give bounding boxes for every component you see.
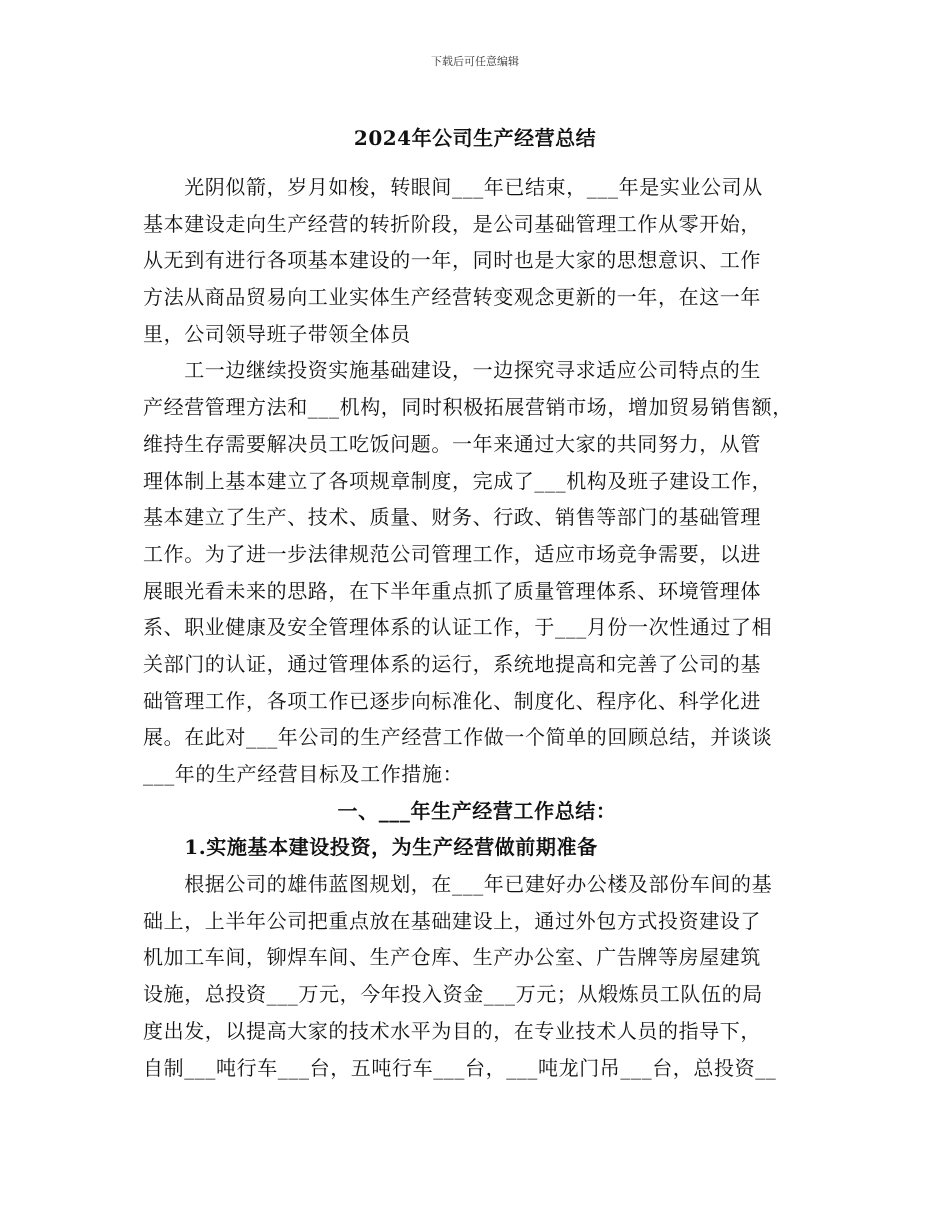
body-line: 从无到有进行各项基本建设的一年，同时也是大家的思想意识、工作 bbox=[143, 248, 761, 273]
body-line: 维持生存需要解决员工吃饭问题。一年来通过大家的共同努力，从管 bbox=[143, 431, 761, 456]
body-line: 基本建设走向生产经营的转折阶段，是公司基础管理工作从零开始， bbox=[143, 211, 761, 236]
body-line: 工一边继续投资实施基础建设，一边探究寻求适应公司特点的生 bbox=[143, 358, 761, 383]
body-line: 础管理工作，各项工作已逐步向标准化、制度化、程序化、科学化进 bbox=[143, 688, 761, 713]
body-line: 工作。为了进一步法律规范公司管理工作，适应市场竞争需要，以进 bbox=[143, 541, 761, 566]
body-line: 方法从商品贸易向工业实体生产经营转变观念更新的一年，在这一年 bbox=[143, 285, 761, 310]
body-line: 度出发，以提高大家的技术水平为目的，在专业技术人员的指导下， bbox=[143, 1018, 761, 1043]
body-line: 产经营管理方法和___机构，同时积极拓展营销市场，增加贸易销售额， bbox=[143, 395, 793, 420]
body-line: 里，公司领导班子带领全体员 bbox=[143, 321, 411, 346]
header-note: 下载后可任意编辑 bbox=[431, 55, 519, 68]
body-line: 设施，总投资___万元，今年投入资金___万元；从煅炼员工队伍的局 bbox=[143, 982, 763, 1007]
body-line: 基本建立了生产、技术、质量、财务、行政、销售等部门的基础管理 bbox=[143, 505, 761, 530]
body-line: 础上，上半年公司把重点放在基础建设上，通过外包方式投资建设了 bbox=[143, 908, 761, 933]
body-line: ___年的生产经营目标及工作措施： bbox=[143, 762, 464, 786]
body-line: 展眼光看未来的思路，在下半年重点抓了质量管理体系、环境管理体 bbox=[143, 578, 761, 603]
body-line: 机加工车间，铆焊车间、生产仓库、生产办公室、广告牌等房屋建筑 bbox=[143, 945, 761, 970]
body-line: 系、职业健康及安全管理体系的认证工作，于___月份一次性通过了相 bbox=[143, 615, 773, 640]
body-line: 关部门的认证，通过管理体系的运行，系统地提高和完善了公司的基 bbox=[143, 651, 761, 676]
body-line: 自制___吨行车___台，五吨行车___台，___吨龙门吊___台，总投资__ bbox=[143, 1055, 777, 1080]
body-line: 光阴似箭，岁月如梭，转眼间___年已结束，___年是实业公司从 bbox=[143, 175, 763, 199]
page-title: 2024年公司生产经营总结 bbox=[353, 126, 597, 150]
section-heading: 1.实施基本建设投资，为生产经营做前期准备 bbox=[143, 835, 598, 860]
document-body bbox=[143, 169, 811, 1086]
section-heading: 一、___年生产经营工作总结： bbox=[337, 798, 617, 823]
body-line: 展。在此对___年公司的生产经营工作做一个简单的回顾总结，并谈谈 bbox=[143, 725, 773, 750]
body-line: 根据公司的雄伟蓝图规划，在___年已建好办公楼及部份车间的基 bbox=[143, 872, 773, 897]
body-line: 理体制上基本建立了各项规章制度，完成了___机构及班子建设工作， bbox=[143, 468, 773, 493]
